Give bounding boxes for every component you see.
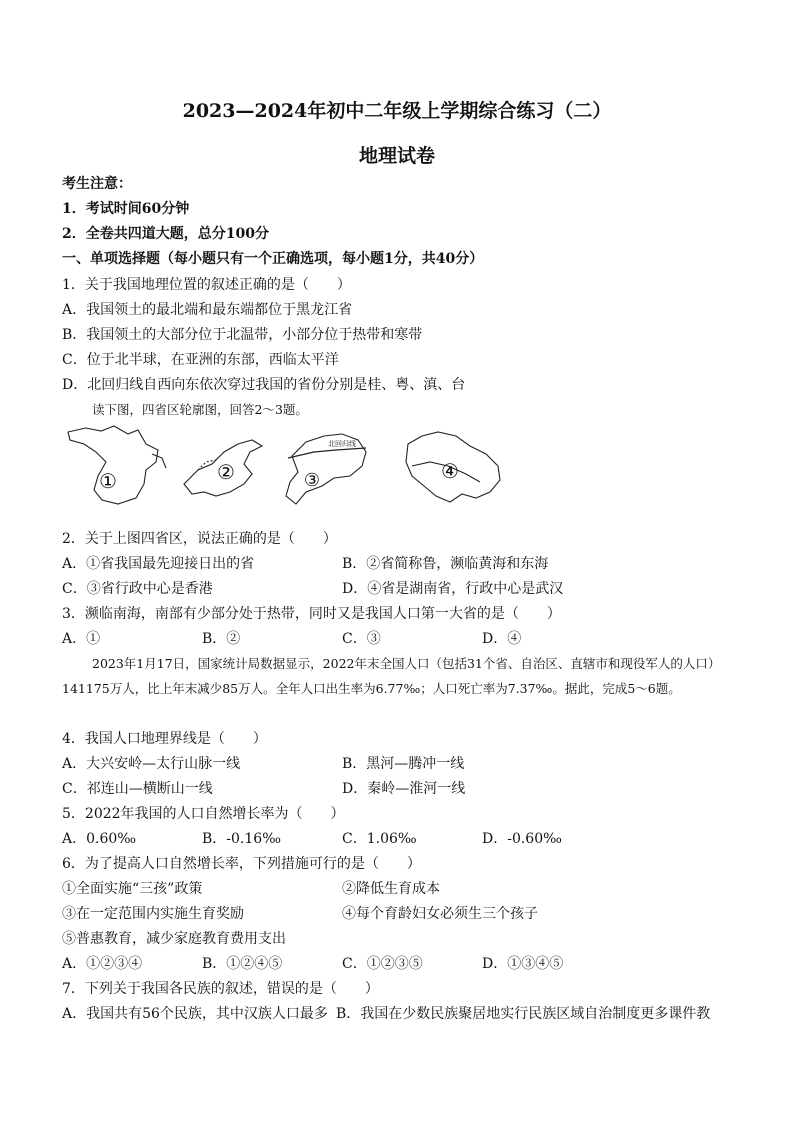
map-intro: 读下图，四省区轮廓图，回答2～3题。 <box>92 402 308 417</box>
option: A．我国共有56个民族，其中汉族人口最多 <box>62 1006 328 1022</box>
option: D．①③④⑤ <box>482 956 564 972</box>
option: C．①②③⑤ <box>342 956 423 972</box>
reading-passage: 2023年1月17日，国家统计局数据显示，2022年末全国人口（包括31个省、自治区、直辖市和现役军人的人口）141175万人，比上年末减少85万人。全年人口出生率为6.77‰；人口死亡率为7.37‰。据此，完成5～6题。 <box>62 656 721 696</box>
province-outline-maps <box>66 422 506 516</box>
statement: ②降低生育成本 <box>342 881 440 897</box>
option: D．④ <box>482 631 522 647</box>
option: D．北回归线自西向东依次穿过我国的省份分别是桂、粤、滇、台 <box>62 377 466 393</box>
option: B．①②④⑤ <box>202 956 283 972</box>
option: A．0.60‰ <box>62 831 137 847</box>
statement: ⑤普惠教育，减少家庭教育费用支出 <box>62 931 286 947</box>
statement: ④每个育龄妇女必须生三个孩子 <box>342 906 538 922</box>
option: A．我国领土的最北端和最东端都位于黑龙江省 <box>62 302 353 318</box>
option: C．③ <box>342 631 381 647</box>
option: D．-0.60‰ <box>482 831 562 847</box>
question-stem: 1．关于我国地理位置的叙述正确的是（ ） <box>62 277 351 293</box>
question-stem: 7．下列关于我国各民族的叙述，错误的是（ ） <box>62 981 379 997</box>
option: B．-0.16‰ <box>202 831 281 847</box>
option: C．祁连山—横断山一线 <box>62 781 213 797</box>
map-line-label: 北回归线 <box>328 440 356 448</box>
notice-heading: 考生注意： <box>62 176 132 192</box>
option: A．①省我国最先迎接日出的省 <box>62 556 255 572</box>
option: C．位于北半球，在亚洲的东部，西临太平洋 <box>62 352 339 368</box>
notice-item: 2．全卷共四道大题，总分100分 <box>62 226 269 242</box>
question-stem: 4．我国人口地理界线是（ ） <box>62 731 267 747</box>
page-title: 2023—2024年初中二年级上学期综合练习（二） <box>182 100 612 122</box>
question-stem: 2．关于上图四省区，说法正确的是（ ） <box>62 531 337 547</box>
option: D．秦岭—淮河一线 <box>342 781 466 797</box>
map-label-3: ③ <box>303 470 321 491</box>
statement: ①全面实施“三孩”政策 <box>62 881 203 897</box>
option: A．大兴安岭—太行山脉一线 <box>62 756 241 772</box>
option: B．②省简称鲁，濒临黄海和东海 <box>342 556 549 572</box>
page-subtitle: 地理试卷 <box>358 145 435 167</box>
option: A．① <box>62 631 101 647</box>
option: C．1.06‰ <box>342 831 417 847</box>
map-label-1: ① <box>99 469 117 493</box>
option: B．黑河—腾冲一线 <box>342 756 465 772</box>
question-stem: 5．2022年我国的人口自然增长率为（ ） <box>62 806 345 822</box>
notice-item: 1．考试时间60分钟 <box>62 201 190 217</box>
map-label-2: ② <box>217 460 235 484</box>
option: C．③省行政中心是香港 <box>62 581 213 597</box>
option: A．①②③④ <box>62 956 143 972</box>
option: D．④省是湖南省，行政中心是武汉 <box>342 581 564 597</box>
section-heading: 一、单项选择题（每小题只有一个正确选项，每小题1分，共40分） <box>62 251 484 267</box>
option: B．我国领土的大部分位于北温带，小部分位于热带和寒带 <box>62 327 423 343</box>
question-stem: 3．濒临南海，南部有少部分处于热带，同时又是我国人口第一大省的是（ ） <box>62 606 561 622</box>
option: B．我国在少数民族聚居地实行民族区域自治制度更多课件教 <box>336 1006 711 1022</box>
map-label-4: ④ <box>441 459 459 483</box>
option: B．② <box>202 631 241 647</box>
question-stem: 6．为了提高人口自然增长率，下列措施可行的是（ ） <box>62 856 421 872</box>
statement: ③在一定范围内实施生育奖励 <box>62 906 244 922</box>
